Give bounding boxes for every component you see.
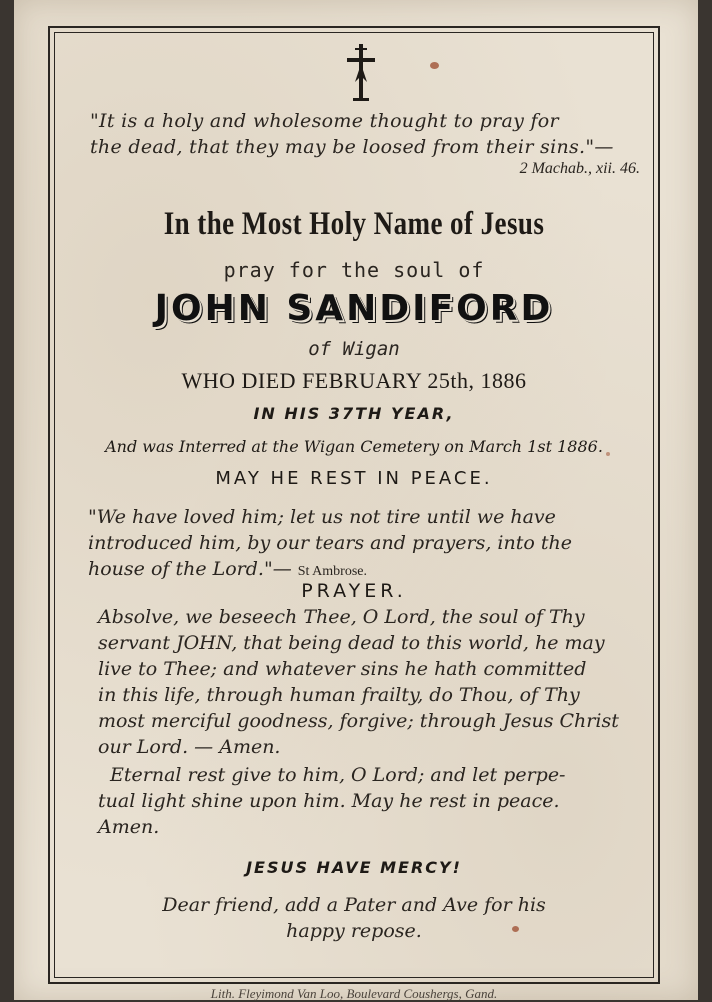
prayer-line: our Lord. — Amen. (98, 736, 281, 758)
quote-line-3-text: house of the Lord."— (88, 558, 292, 580)
deceased-name: JOHN SANDIFORD (154, 288, 554, 329)
age-at-death: IN HIS 37TH YEAR, (253, 404, 455, 423)
jesus-have-mercy: JESUS HAVE MERCY! (246, 858, 462, 877)
pray-line: pray for the soul of (223, 258, 485, 282)
prayer-line: Absolve, we beseech Thee, O Lord, the soul of Thy (98, 606, 585, 628)
prayer-line: Amen. (98, 816, 160, 838)
ink-stain (430, 62, 439, 69)
epigraph-line-2: the dead, that they may be loosed from their sins."— (90, 136, 614, 158)
prayer-heading: PRAYER. (301, 580, 407, 602)
date-of-death: WHO DIED FEBRUARY 25th, 1886 (181, 368, 527, 393)
printer-imprint: Lith. Fleyimond Van Loo, Boulevard Coushergs, Gand. (210, 986, 498, 1001)
card-title: In the Most Holy Name of Jesus (163, 206, 545, 242)
prayer-line: live to Thee; and whatever sins he hath committed (98, 658, 587, 680)
rest-in-peace: MAY HE REST IN PEACE. (215, 468, 493, 489)
cross-icon (343, 42, 379, 104)
prayer-line: tual light shine upon him. May he rest in peace. (98, 790, 560, 812)
friend-line-2: happy repose. (286, 920, 422, 942)
quote-line-3 (88, 558, 648, 580)
interment-line: And was Interred at the Wigan Cemetery on March 1st 1886. (105, 437, 603, 456)
place-of-origin: of Wigan (308, 338, 400, 360)
quote-line-2: introduced him, by our tears and prayers, into the (88, 532, 572, 554)
ink-stain (606, 452, 610, 456)
quote-line-1: "We have loved him; let us not tire until we have (88, 506, 556, 528)
prayer-line: in this life, through human frailty, do Thou, of Thy (98, 684, 580, 706)
prayer-line: Eternal rest give to him, O Lord; and let perpe- (110, 764, 566, 786)
ink-stain (512, 926, 519, 932)
prayer-line: servant JOHN, that being dead to this world, he may (98, 632, 605, 654)
epigraph-line-1: "It is a holy and wholesome thought to pray for (90, 110, 559, 132)
epigraph-reference: 2 Machab., xii. 46. (519, 160, 640, 177)
prayer-line: most merciful goodness, forgive; through Jesus Christ (98, 710, 619, 732)
friend-line-1: Dear friend, add a Pater and Ave for his (162, 894, 546, 916)
quote-attribution: St Ambrose. (297, 564, 367, 579)
